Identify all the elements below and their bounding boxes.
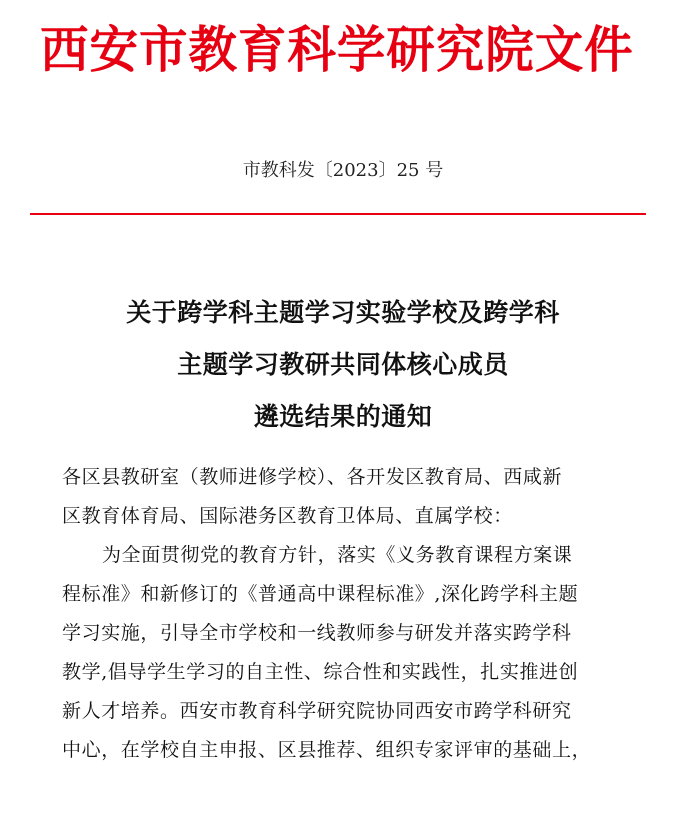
title-line-2: 主题学习教研共同体核心成员 — [177, 350, 509, 379]
issuer-header: 西安市教育科学研究院文件 — [40, 20, 634, 79]
paragraph-line-4: 教学,倡导学生学习的自主性、综合性和实践性，扎实推进创 — [62, 661, 579, 683]
paragraph-line-6: 中心，在学校自主申报、区县推荐、组织专家评审的基础上， — [62, 739, 592, 761]
paragraph-line-2: 程标准》和新修订的《普通高中课程标准》,深化跨学科主题 — [62, 583, 579, 605]
paragraph-line-1: 为全面贯彻党的教育方针，落实《义务教育课程方案课 — [102, 544, 573, 566]
paragraph-line-5: 新人才培养。西安市教育科学研究院协同西安市跨学科研究 — [62, 700, 572, 722]
title-line-1: 关于跨学科主题学习实验学校及跨学科 — [126, 298, 560, 327]
notice-body — [62, 458, 622, 770]
notice-title — [0, 287, 686, 443]
title-line-3: 遴选结果的通知 — [253, 402, 433, 431]
red-separator-line — [30, 213, 646, 215]
recipient-line-1: 各区县教研室（教师进修学校）、各开发区教育局、西咸新 — [62, 466, 563, 488]
recipient-line-2: 区教育体育局、国际港务区教育卫体局、直属学校： — [62, 505, 513, 527]
paragraph-line-3: 学习实施，引导全市学校和一线教师参与研发并落实跨学科 — [62, 622, 572, 644]
document-number: 市教科发〔2023〕25 号 — [242, 160, 444, 181]
